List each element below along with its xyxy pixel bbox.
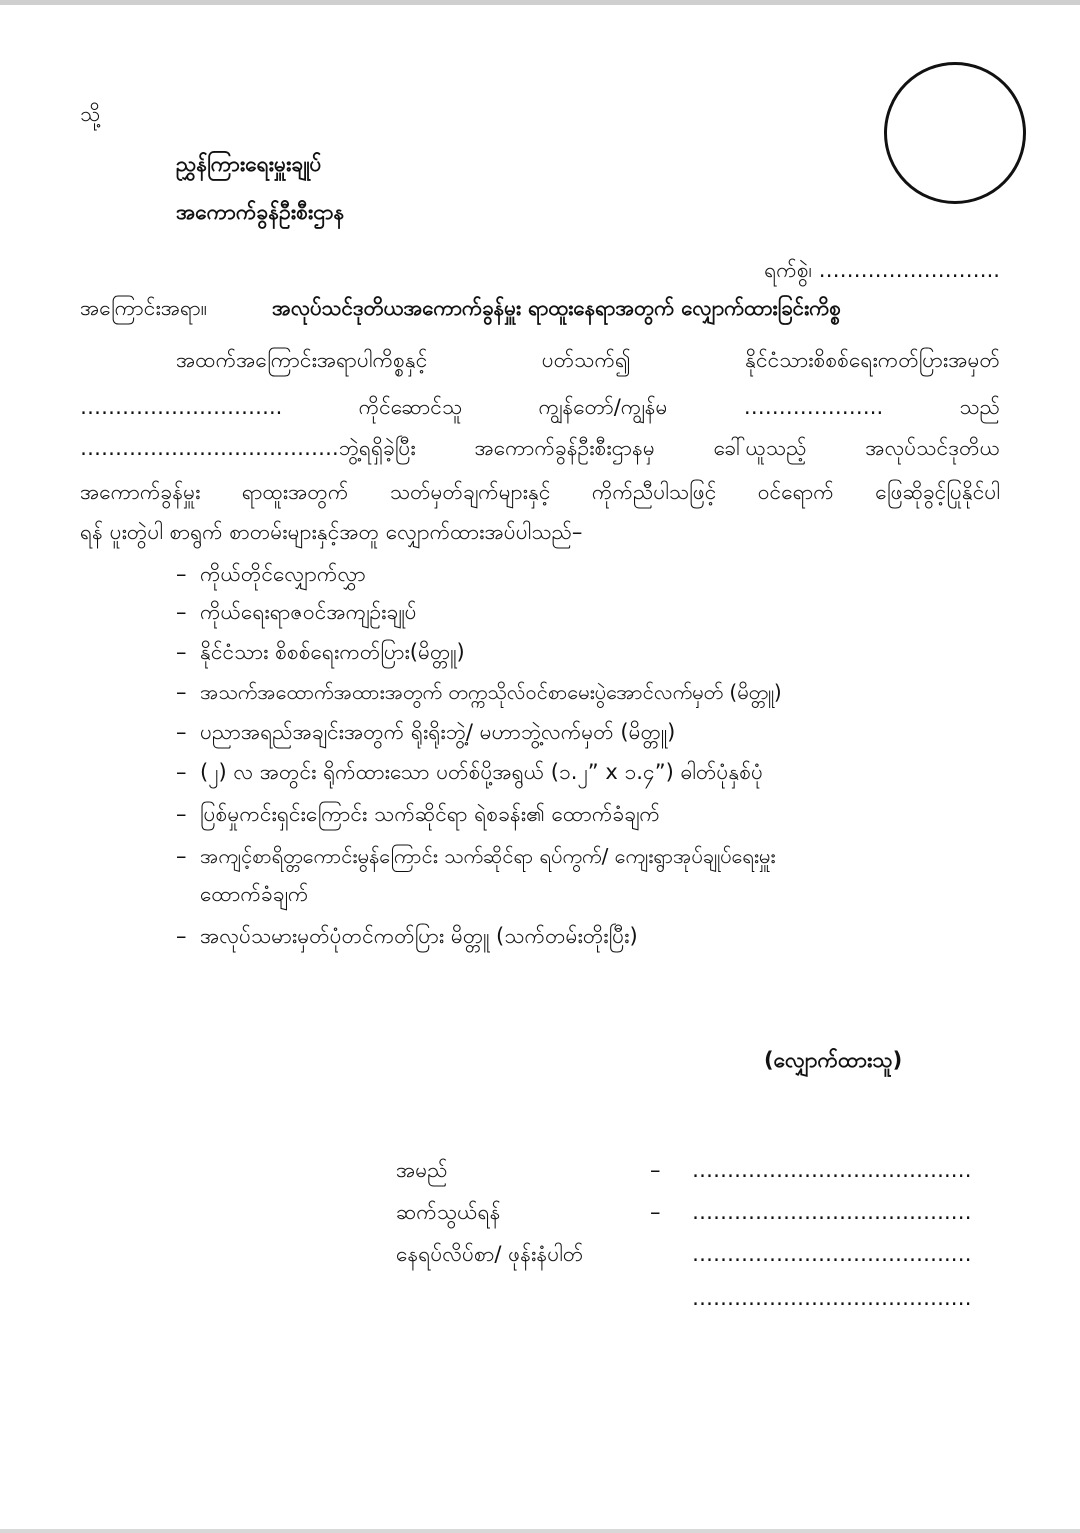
word: ခေါ်ယူသည့် bbox=[713, 436, 807, 460]
word: ကိုက်ညီပါသဖြင့် bbox=[591, 480, 717, 504]
field-dots-extra: ……………………………….… bbox=[692, 1286, 972, 1310]
bottom-border bbox=[0, 1529, 1080, 1533]
field-label-contact: ဆက်သွယ်ရန် bbox=[396, 1200, 501, 1224]
body-line-1 bbox=[176, 346, 1000, 374]
list-dash: – bbox=[176, 802, 187, 826]
list-dash: – bbox=[176, 680, 187, 704]
list-item: အလုပ်သမားမှတ်ပုံတင်ကတ်ပြား မိတ္တူ (သက်တမ်းတိုးပြီး) bbox=[200, 924, 638, 948]
word: နိုင်ငံသားစိစစ်ရေးကတ်ပြားအမှတ် bbox=[745, 348, 1000, 372]
word: သတ်မှတ်ချက်များနှင့် bbox=[389, 480, 551, 504]
field-separator: – bbox=[650, 1158, 661, 1182]
word: ဝင်ရောက် bbox=[757, 480, 834, 504]
list-dash: – bbox=[176, 600, 187, 624]
top-border bbox=[0, 0, 1080, 5]
list-dash: – bbox=[176, 640, 187, 664]
word: အလုပ်သင်ဒုတိယ bbox=[865, 436, 1000, 460]
date-line: ရက်စွဲ၊ …………………….. bbox=[764, 258, 1000, 282]
subject-label: အကြောင်းအရာ။ bbox=[80, 296, 208, 320]
word: အကောက်ခွန်ဦးစီးဌာနမှ bbox=[474, 436, 655, 460]
list-item: နိုင်ငံသား စိစစ်ရေးကတ်ပြား(မိတ္တူ) bbox=[200, 640, 465, 664]
recipient-line-1: ညွှန်ကြားရေးမှူးချုပ် bbox=[176, 152, 322, 176]
photo-placeholder-circle bbox=[884, 62, 1026, 204]
list-item: (၂) လ အတွင်း ရိုက်ထားသော ပတ်စ်ပို့အရွယ် (၁.၂” x ၁.၄”) ဓါတ်ပုံနှစ်ပုံ bbox=[200, 760, 764, 784]
word: အကောက်ခွန်မှူး bbox=[80, 480, 201, 504]
list-item: ကိုယ်ရေးရာဇဝင်အကျဉ်းချုပ် bbox=[200, 600, 417, 624]
list-dash: – bbox=[176, 720, 187, 744]
word: ရာထူးအတွက် bbox=[241, 480, 349, 504]
list-item-continuation: ထောက်ခံချက် bbox=[200, 882, 309, 906]
word: ပတ်သက်၍ bbox=[541, 348, 631, 372]
list-dash: – bbox=[176, 924, 187, 948]
list-item: ပညာအရည်အချင်းအတွက် ရိုးရိုးဘွဲ့/ မဟာဘွဲ့လက်မှတ် (မိတ္တူ) bbox=[200, 720, 676, 744]
list-dash: – bbox=[176, 562, 187, 586]
field-dots-name: ……………………………….… bbox=[692, 1158, 972, 1182]
list-item: ကိုယ်တိုင်လျှောက်လွှာ bbox=[200, 562, 366, 586]
list-dash: – bbox=[176, 760, 187, 784]
list-item: အကျင့်စာရိတ္တကောင်းမွန်ကြောင်း သက်ဆိုင်ရာ ရပ်ကွက်/ ကျေးရွာအုပ်ချုပ်ရေးမှူး bbox=[200, 844, 776, 868]
field-label-name: အမည် bbox=[396, 1158, 448, 1182]
word: ……………………….. bbox=[80, 395, 283, 419]
subject-text: အလုပ်သင်ဒုတိယအကောက်ခွန်မှူး ရာထူးနေရာအတွက် လျှောက်ထားခြင်းကိစ္စ bbox=[272, 296, 841, 320]
word: ကျွန်တော်/ကျွန်မ bbox=[538, 395, 668, 419]
word: ကိုင်ဆောင်သူ bbox=[358, 395, 463, 419]
body-line-2 bbox=[80, 393, 1000, 421]
body-line-5: ရန် ပူးတွဲပါ စာရွက် စာတမ်းများနှင့်အတူ လျှောက်ထားအပ်ပါသည်– bbox=[80, 520, 583, 544]
field-label-address: နေရပ်လိပ်စာ/ ဖုန်းနံပါတ် bbox=[396, 1242, 584, 1266]
applicant-label: (လျှောက်ထားသူ) bbox=[764, 1048, 903, 1072]
word: ……………………………….ဘွဲ့ရရှိခဲ့ပြီး bbox=[80, 436, 416, 460]
word: သည် bbox=[959, 395, 1000, 419]
recipient-line-2: အကောက်ခွန်ဦးစီးဌာန bbox=[176, 200, 345, 224]
list-dash: – bbox=[176, 844, 187, 868]
word: ဖြေဆိုခွင့်ပြုနိုင်ပါ bbox=[875, 480, 1000, 504]
word: အထက်အကြောင်းအရာပါကိစ္စနှင့် bbox=[176, 348, 428, 372]
field-dots-address: ……………………………….… bbox=[692, 1242, 972, 1266]
field-dots-contact: ……………………………….… bbox=[692, 1200, 972, 1224]
field-separator: – bbox=[650, 1200, 661, 1224]
body-line-4 bbox=[80, 478, 1000, 506]
list-item: အသက်အထောက်အထားအတွက် တက္ကသိုလ်ဝင်စာမေးပွဲအောင်လက်မှတ် (မိတ္တူ) bbox=[200, 680, 782, 704]
to-label: သို့ bbox=[80, 102, 101, 126]
word: ……………….. bbox=[743, 395, 884, 419]
body-line-3 bbox=[80, 434, 1000, 462]
list-item: ပြစ်မှုကင်းရှင်းကြောင်း သက်ဆိုင်ရာ ရဲစခန်း၏ ထောက်ခံချက် bbox=[200, 802, 660, 826]
